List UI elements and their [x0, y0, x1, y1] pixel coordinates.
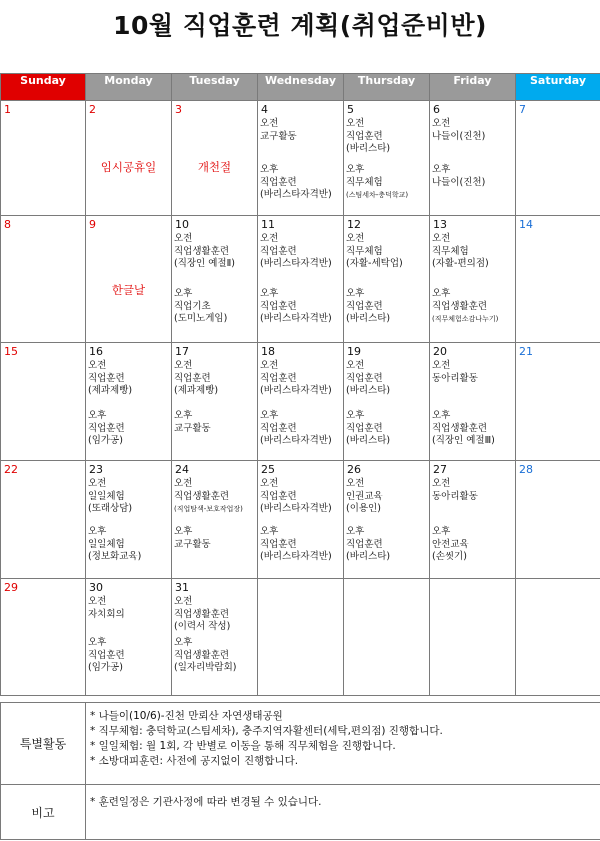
event-text: 직업훈련 [346, 300, 383, 312]
afternoon-block [260, 288, 332, 326]
event-detail: (바리스타) [346, 385, 391, 396]
pm-label: 오후 [88, 410, 107, 421]
note-line: * 나들이(10/6)-진천 만뢰산 자연생태공원 [90, 710, 283, 722]
morning-block [260, 118, 297, 143]
morning-block [346, 478, 383, 516]
event-detail: (바리스타) [346, 435, 391, 446]
day-number: 17 [175, 345, 189, 358]
note-line: * 일일체험: 월 1회, 각 반별로 이동을 통해 직무체험을 진행합니다. [90, 740, 396, 752]
day-cell [172, 101, 258, 216]
day-cell [172, 579, 258, 696]
notes-table [0, 702, 600, 840]
header-friday: Friday [430, 74, 516, 101]
day-cell [344, 579, 430, 696]
pm-label: 오후 [346, 410, 365, 421]
event-text: 직업훈련 [88, 649, 125, 661]
day-cell [258, 461, 344, 579]
day-cell [258, 343, 344, 461]
day-cell [516, 101, 600, 216]
event-detail: (바리스타자격반) [260, 503, 332, 514]
day-cell [1, 216, 86, 343]
event-detail: (바리스타자격반) [260, 189, 332, 200]
am-label: 오전 [174, 233, 193, 244]
pm-label: 오후 [174, 526, 193, 537]
event-text: 직업생활훈련 [174, 649, 230, 661]
day-number: 5 [347, 103, 354, 116]
day-cell [516, 461, 600, 579]
event-detail: (바리스타) [346, 313, 391, 324]
week-row [1, 461, 600, 579]
am-label: 오전 [432, 233, 451, 244]
pm-label: 오후 [346, 288, 365, 299]
day-cell [430, 461, 516, 579]
event-detail: (손씻기) [432, 551, 467, 562]
event-detail: (바리스타) [346, 551, 391, 562]
am-label: 오전 [346, 360, 365, 371]
event-detail: (도미노게임) [174, 313, 228, 324]
morning-block [260, 233, 332, 271]
event-text: 안전교육 [432, 538, 469, 550]
event-text: 직무체험 [346, 245, 383, 257]
event-detail: (제과제빵) [174, 385, 219, 396]
remarks-label: 비고 [1, 785, 86, 840]
event-text: 일일체험 [88, 538, 125, 550]
event-text: 직업훈련 [174, 372, 211, 384]
event-text: 직업훈련 [260, 372, 297, 384]
afternoon-block [174, 526, 211, 551]
am-label: 오전 [260, 478, 279, 489]
pm-label: 오후 [260, 164, 279, 175]
am-label: 오전 [260, 233, 279, 244]
morning-block [88, 360, 132, 398]
day-number: 26 [347, 463, 361, 476]
day-number: 22 [4, 463, 18, 476]
am-label: 오전 [346, 118, 365, 129]
event-text: 교구활동 [174, 538, 211, 550]
am-label: 오전 [88, 360, 107, 371]
morning-block [432, 118, 485, 143]
event-detail: (스팀세차-충덕학교) [346, 191, 409, 199]
morning-block [260, 360, 332, 398]
afternoon-block [88, 410, 125, 448]
pm-label: 오후 [346, 164, 365, 175]
am-label: 오전 [432, 118, 451, 129]
day-number: 7 [519, 103, 526, 116]
afternoon-block [432, 410, 495, 448]
event-detail: (직업탐색-보호작업장) [174, 505, 243, 513]
event-text: 직업훈련 [260, 176, 297, 188]
event-detail: (이용인) [346, 503, 381, 514]
event-text: 동아리활동 [432, 490, 478, 502]
week-row [1, 216, 600, 343]
event-text: 직업훈련 [88, 422, 125, 434]
event-text: 직업생활훈련 [174, 245, 230, 257]
day-cell [1, 101, 86, 216]
afternoon-block [432, 526, 469, 564]
event-text: 동아리활동 [432, 372, 478, 384]
day-cell [344, 343, 430, 461]
event-detail: (바리스타) [346, 143, 391, 154]
event-detail: (정보화교육) [88, 551, 142, 562]
afternoon-block [174, 410, 211, 435]
holiday-label: 한글날 [111, 283, 146, 297]
remarks-row [1, 785, 600, 840]
event-text: 직업생활훈련 [432, 300, 488, 312]
pm-label: 오후 [260, 526, 279, 537]
day-number: 27 [433, 463, 447, 476]
day-cell [258, 216, 344, 343]
event-text: 일일체험 [88, 490, 125, 502]
day-cell [344, 461, 430, 579]
day-number: 1 [4, 103, 11, 116]
header-sunday: Sunday [1, 74, 86, 101]
pm-label: 오후 [346, 526, 365, 537]
day-number: 18 [261, 345, 275, 358]
day-cell [1, 579, 86, 696]
event-detail: (바리스타자격반) [260, 313, 332, 324]
pm-label: 오후 [88, 526, 107, 537]
day-number: 24 [175, 463, 189, 476]
day-cell [344, 216, 430, 343]
day-number: 21 [519, 345, 533, 358]
header-thursday: Thursday [344, 74, 430, 101]
day-cell [430, 579, 516, 696]
event-detail: (바리스타자격반) [260, 435, 332, 446]
weekday-header-row [1, 74, 600, 101]
day-number: 9 [89, 218, 96, 231]
event-detail: (바리스타자격반) [260, 385, 332, 396]
event-text: 직업훈련 [260, 245, 297, 257]
event-detail: (직장인 예절Ⅲ) [432, 435, 495, 446]
morning-block [174, 360, 218, 398]
event-text: 직업훈련 [346, 422, 383, 434]
day-number: 14 [519, 218, 533, 231]
event-detail: (바리스타자격반) [260, 258, 332, 269]
holiday-label: 개천절 [197, 160, 232, 174]
am-label: 오전 [432, 360, 451, 371]
event-detail: (임가공) [88, 662, 123, 673]
day-number: 15 [4, 345, 18, 358]
am-label: 오전 [174, 360, 193, 371]
header-saturday: Saturday [516, 74, 600, 101]
pm-label: 오후 [432, 526, 451, 537]
day-cell [258, 101, 344, 216]
remarks-body [86, 785, 600, 840]
note-line: * 직무체험: 충덕학교(스팀세차), 충주지역자활센터(세탁,편의점) 진행합니다. [90, 725, 443, 737]
day-cell [1, 461, 86, 579]
special-activity-body [86, 703, 600, 785]
event-text: 직업생활훈련 [432, 422, 488, 434]
day-number: 23 [89, 463, 103, 476]
afternoon-block [346, 288, 390, 326]
pm-label: 오후 [432, 164, 451, 175]
day-number: 10 [175, 218, 189, 231]
am-label: 오전 [260, 118, 279, 129]
event-text: 직업기초 [174, 300, 211, 312]
day-cell [258, 579, 344, 696]
afternoon-block [432, 288, 498, 326]
day-number: 29 [4, 581, 18, 594]
morning-block [346, 233, 403, 271]
morning-block [174, 478, 243, 516]
day-number: 6 [433, 103, 440, 116]
event-text: 직업훈련 [346, 372, 383, 384]
am-label: 오전 [174, 478, 193, 489]
afternoon-block [88, 526, 141, 564]
day-number: 16 [89, 345, 103, 358]
afternoon-block [174, 637, 236, 675]
event-text: 직업생활훈련 [174, 490, 230, 502]
event-text: 자치회의 [88, 608, 125, 620]
day-cell [86, 461, 172, 579]
am-label: 오전 [88, 596, 107, 607]
page-title: 10월 직업훈련 계획(취업준비반) [113, 11, 487, 40]
am-label: 오전 [346, 478, 365, 489]
day-cell [516, 216, 600, 343]
day-number: 30 [89, 581, 103, 594]
pm-label: 오후 [174, 410, 193, 421]
pm-label: 오후 [432, 410, 451, 421]
day-cell [1, 343, 86, 461]
afternoon-block [432, 164, 485, 189]
morning-block [88, 596, 125, 621]
week-row [1, 579, 600, 696]
day-cell [344, 101, 430, 216]
day-number: 11 [261, 218, 275, 231]
morning-block [174, 596, 230, 634]
event-detail: (또래상담) [88, 503, 133, 514]
am-label: 오전 [174, 596, 193, 607]
day-cell [172, 216, 258, 343]
day-number: 28 [519, 463, 533, 476]
am-label: 오전 [346, 233, 365, 244]
event-text: 교구활동 [174, 422, 211, 434]
pm-label: 오후 [260, 288, 279, 299]
note-line: * 훈련일정은 기관사정에 따라 변경될 수 있습니다. [90, 796, 322, 808]
day-cell [516, 579, 600, 696]
afternoon-block [346, 164, 408, 202]
note-line: * 소방대피훈련: 사전에 공지없이 진행합니다. [90, 755, 299, 767]
am-label: 오전 [432, 478, 451, 489]
day-number: 13 [433, 218, 447, 231]
morning-block [432, 233, 489, 271]
am-label: 오전 [260, 360, 279, 371]
week-row [1, 101, 600, 216]
afternoon-block [260, 526, 332, 564]
event-text: 나들이(진천) [432, 176, 486, 188]
day-cell [86, 101, 172, 216]
event-detail: (직장인 예절Ⅱ) [174, 258, 235, 269]
event-detail: (자활-세탁업) [346, 258, 403, 269]
event-detail: (제과제빵) [88, 385, 133, 396]
day-cell [172, 343, 258, 461]
event-text: 직업훈련 [260, 422, 297, 434]
holiday-label: 임시공휴일 [100, 160, 157, 174]
morning-block [88, 478, 132, 516]
pm-label: 오후 [260, 410, 279, 421]
day-number: 25 [261, 463, 275, 476]
event-detail: (직무체험소감나누기) [432, 315, 499, 323]
event-text: 직업훈련 [260, 300, 297, 312]
day-cell [516, 343, 600, 461]
afternoon-block [260, 164, 332, 202]
day-cell [86, 579, 172, 696]
morning-block [346, 118, 390, 156]
event-text: 직업생활훈련 [174, 608, 230, 620]
event-detail: (자활-편의점) [432, 258, 489, 269]
header-tuesday: Tuesday [172, 74, 258, 101]
morning-block [174, 233, 235, 271]
event-text: 교구활동 [260, 130, 297, 142]
calendar-table [0, 73, 600, 696]
pm-label: 오후 [174, 637, 193, 648]
event-text: 직업훈련 [260, 538, 297, 550]
am-label: 오전 [88, 478, 107, 489]
event-text: 직무체험 [432, 245, 469, 257]
morning-block [432, 478, 478, 503]
header-wednesday: Wednesday [258, 74, 344, 101]
morning-block [432, 360, 478, 385]
day-cell [86, 216, 172, 343]
event-detail: (이력서 작성) [174, 621, 231, 632]
header-monday: Monday [86, 74, 172, 101]
event-text: 나들이(진천) [432, 130, 486, 142]
day-cell [430, 216, 516, 343]
event-detail: (바리스타자격반) [260, 551, 332, 562]
event-text: 직업훈련 [88, 372, 125, 384]
afternoon-block [174, 288, 227, 326]
week-row [1, 343, 600, 461]
day-number: 4 [261, 103, 268, 116]
special-activity-label: 특별활동 [1, 703, 86, 785]
morning-block [260, 478, 332, 516]
day-number: 19 [347, 345, 361, 358]
day-number: 31 [175, 581, 189, 594]
morning-block [346, 360, 390, 398]
event-text: 직업훈련 [346, 538, 383, 550]
day-number: 12 [347, 218, 361, 231]
day-cell [430, 343, 516, 461]
day-number: 20 [433, 345, 447, 358]
special-activity-row [1, 703, 600, 785]
afternoon-block [346, 526, 390, 564]
event-text: 직업훈련 [346, 130, 383, 142]
day-cell [172, 461, 258, 579]
day-number: 8 [4, 218, 11, 231]
day-number: 2 [89, 103, 96, 116]
day-cell [86, 343, 172, 461]
event-detail: (임가공) [88, 435, 123, 446]
pm-label: 오후 [432, 288, 451, 299]
afternoon-block [260, 410, 332, 448]
pm-label: 오후 [174, 288, 193, 299]
event-text: 인권교육 [346, 490, 383, 502]
event-text: 직업훈련 [260, 490, 297, 502]
pm-label: 오후 [88, 637, 107, 648]
day-number: 3 [175, 103, 182, 116]
afternoon-block [88, 637, 125, 675]
afternoon-block [346, 410, 390, 448]
event-detail: (일자리박람회) [174, 662, 237, 673]
event-text: 직무체험 [346, 176, 383, 188]
day-cell [430, 101, 516, 216]
